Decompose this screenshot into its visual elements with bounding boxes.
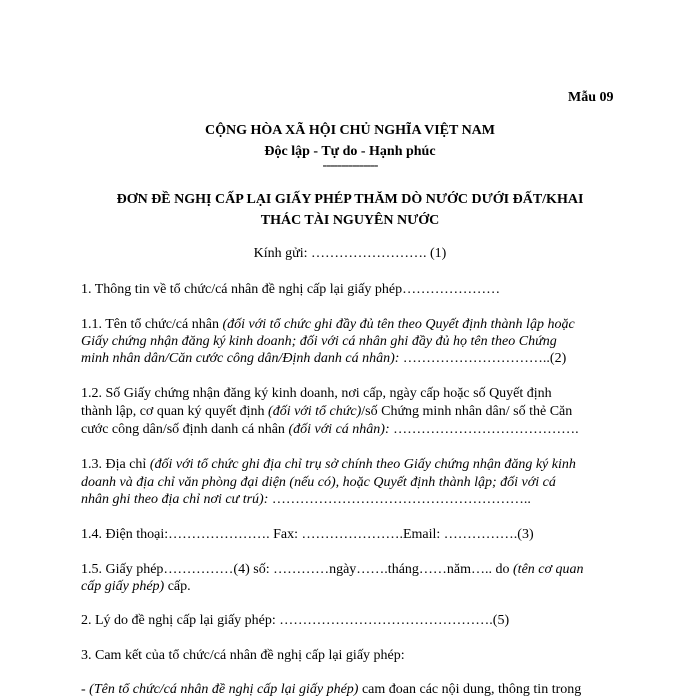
item-1-3-line-3: nhân ghi theo địa chỉ nơi cư trú): ……………………………………………….. <box>81 492 531 507</box>
section-3-heading: 3. Cam kết của tổ chức/cá nhân đề nghị cấp lại giấy phép: <box>81 648 405 663</box>
item-1-3-line-2: doanh và địa chỉ văn phòng đại diện (nếu có), hoặc Quyết định thành lập; đối với cá <box>81 475 556 490</box>
recipient-line: Kính gửi: ……………………. (1) <box>253 246 447 261</box>
country-name: CỘNG HÒA XÃ HỘI CHỦ NGHĨA VIỆT NAM <box>204 123 495 138</box>
section-1-heading: 1. Thông tin về tổ chức/cá nhân đề nghị cấp lại giấy phép………………… <box>81 282 501 297</box>
section-2-reason: 2. Lý do đề nghị cấp lại giấy phép: ……………………………………….(5) <box>81 613 510 628</box>
section-3-item: - (Tên tổ chức/cá nhân đề nghị cấp lại giấy phép) cam đoan các nội dung, thông tin trong <box>81 682 582 697</box>
item-1-2-line-3: cước công dân/số định danh cá nhân (đối với cá nhân): …………………………………. <box>81 422 579 437</box>
item-1-1-line-3: minh nhân dân/Căn cước công dân/Định danh cá nhân): …………………………..(2) <box>81 351 567 366</box>
item-1-5-line-1: 1.5. Giấy phép……………(4) số: …………ngày…….tháng……năm….. do (tên cơ quan <box>81 562 584 577</box>
item-1-5-line-2: cấp giấy phép) cấp. <box>81 579 191 594</box>
item-1-4-contact: 1.4. Điện thoại:…………………. Fax: ………………….Email: …………….(3) <box>81 527 534 542</box>
item-1-2-line-1: 1.2. Số Giấy chứng nhận đăng ký kinh doanh, nơi cấp, ngày cấp hoặc số Quyết định <box>81 386 552 401</box>
form-number: Mẫu 09 <box>568 90 614 105</box>
document-title-line-2: THÁC TÀI NGUYÊN NƯỚC <box>260 213 440 228</box>
item-1-2-line-2: thành lập, cơ quan ký quyết định (đối với tổ chức)/số Chứng minh nhân dân/ số thẻ Căn <box>81 404 573 419</box>
national-motto: Độc lập - Tự do - Hạnh phúc <box>264 144 436 159</box>
item-1-3-line-1: 1.3. Địa chỉ (đối với tổ chức ghi địa chỉ trụ sở chính theo Giấy chứng nhận đăng ký kinh <box>81 457 576 472</box>
item-1-1-line-1: 1.1. Tên tổ chức/cá nhân (đối với tổ chức ghi đầy đủ tên theo Quyết định thành lập hoặc <box>81 317 575 332</box>
item-1-1-line-2: Giấy chứng nhận đăng ký kinh doanh; đối với cá nhân ghi đầy đủ họ tên theo Chứng <box>81 334 557 349</box>
document-title-line-1: ĐƠN ĐỀ NGHỊ CẤP LẠI GIẤY PHÉP THĂM DÒ NƯỚC DƯỚI ĐẤT/KHAI <box>116 192 584 207</box>
motto-divider: --------------- <box>322 158 378 173</box>
